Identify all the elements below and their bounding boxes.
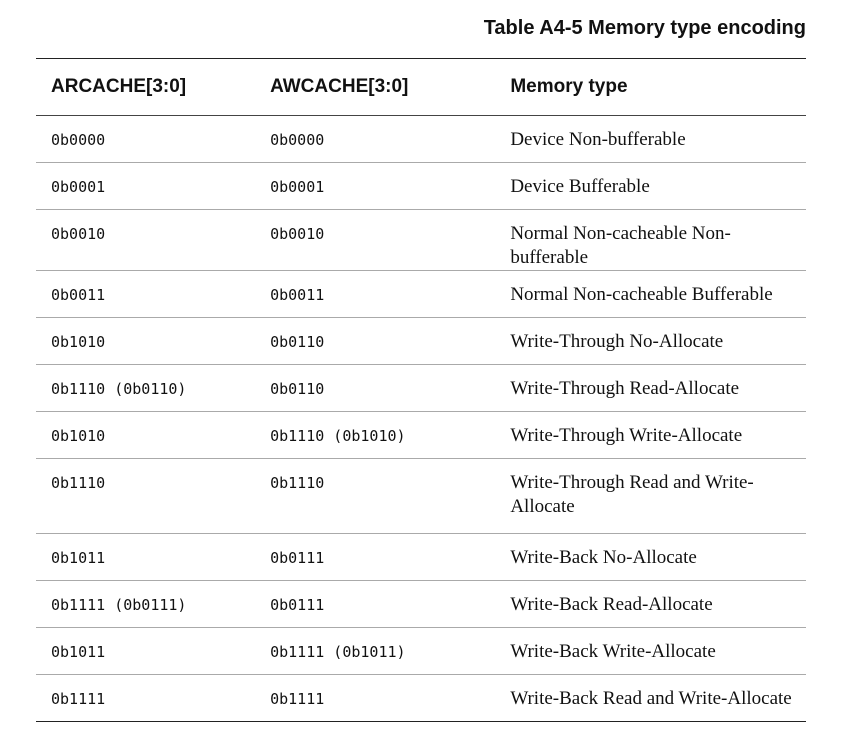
table-row <box>36 318 806 365</box>
arcache-cell: 0b1011 <box>36 628 270 675</box>
awcache-cell: 0b0111 <box>270 534 510 581</box>
arcache-cell: 0b1110 <box>36 459 270 534</box>
table-row <box>36 271 806 318</box>
table-row <box>36 163 806 210</box>
table-row <box>36 628 806 675</box>
memory-type-cell: Device Bufferable <box>510 163 806 210</box>
memory-type-cell: Normal Non-cacheable Non-bufferable <box>510 210 806 271</box>
awcache-cell: 0b1111 <box>270 675 510 722</box>
memory-type-table <box>36 58 806 722</box>
table-row <box>36 210 806 271</box>
memory-type-cell: Write-Through Write-Allocate <box>510 412 806 459</box>
arcache-cell: 0b1010 <box>36 318 270 365</box>
awcache-cell: 0b0010 <box>270 210 510 271</box>
column-header-memory-type: Memory type <box>510 59 806 116</box>
arcache-cell: 0b1010 <box>36 412 270 459</box>
arcache-cell: 0b0001 <box>36 163 270 210</box>
arcache-cell: 0b1111 <box>36 675 270 722</box>
memory-type-cell: Write-Back Write-Allocate <box>510 628 806 675</box>
memory-type-cell: Write-Through No-Allocate <box>510 318 806 365</box>
table-row <box>36 581 806 628</box>
arcache-cell: 0b0011 <box>36 271 270 318</box>
awcache-cell: 0b0111 <box>270 581 510 628</box>
awcache-cell: 0b0110 <box>270 318 510 365</box>
arcache-cell: 0b1110 (0b0110) <box>36 365 270 412</box>
awcache-cell: 0b0001 <box>270 163 510 210</box>
table-row <box>36 116 806 163</box>
table-row <box>36 365 806 412</box>
awcache-cell: 0b1110 (0b1010) <box>270 412 510 459</box>
arcache-cell: 0b1011 <box>36 534 270 581</box>
awcache-cell: 0b1110 <box>270 459 510 534</box>
column-header-awcache: AWCACHE[3:0] <box>270 59 510 116</box>
table-row <box>36 675 806 722</box>
memory-type-cell: Write-Back Read and Write-Allocate <box>510 675 806 722</box>
memory-type-cell: Write-Back No-Allocate <box>510 534 806 581</box>
awcache-cell: 0b0000 <box>270 116 510 163</box>
arcache-cell: 0b0000 <box>36 116 270 163</box>
awcache-cell: 0b0110 <box>270 365 510 412</box>
table-header-row <box>36 59 806 116</box>
column-header-arcache: ARCACHE[3:0] <box>36 59 270 116</box>
table-row <box>36 459 806 534</box>
arcache-cell: 0b0010 <box>36 210 270 271</box>
memory-type-cell: Write-Back Read-Allocate <box>510 581 806 628</box>
memory-type-cell: Write-Through Read-Allocate <box>510 365 806 412</box>
memory-type-cell: Write-Through Read and Write-Allocate <box>510 459 806 534</box>
table-title: Table A4-5 Memory type encoding <box>483 17 806 39</box>
awcache-cell: 0b1111 (0b1011) <box>270 628 510 675</box>
memory-type-cell: Normal Non-cacheable Bufferable <box>510 271 806 318</box>
table-row <box>36 534 806 581</box>
awcache-cell: 0b0011 <box>270 271 510 318</box>
arcache-cell: 0b1111 (0b0111) <box>36 581 270 628</box>
memory-type-cell: Device Non-bufferable <box>510 116 806 163</box>
table-row <box>36 412 806 459</box>
